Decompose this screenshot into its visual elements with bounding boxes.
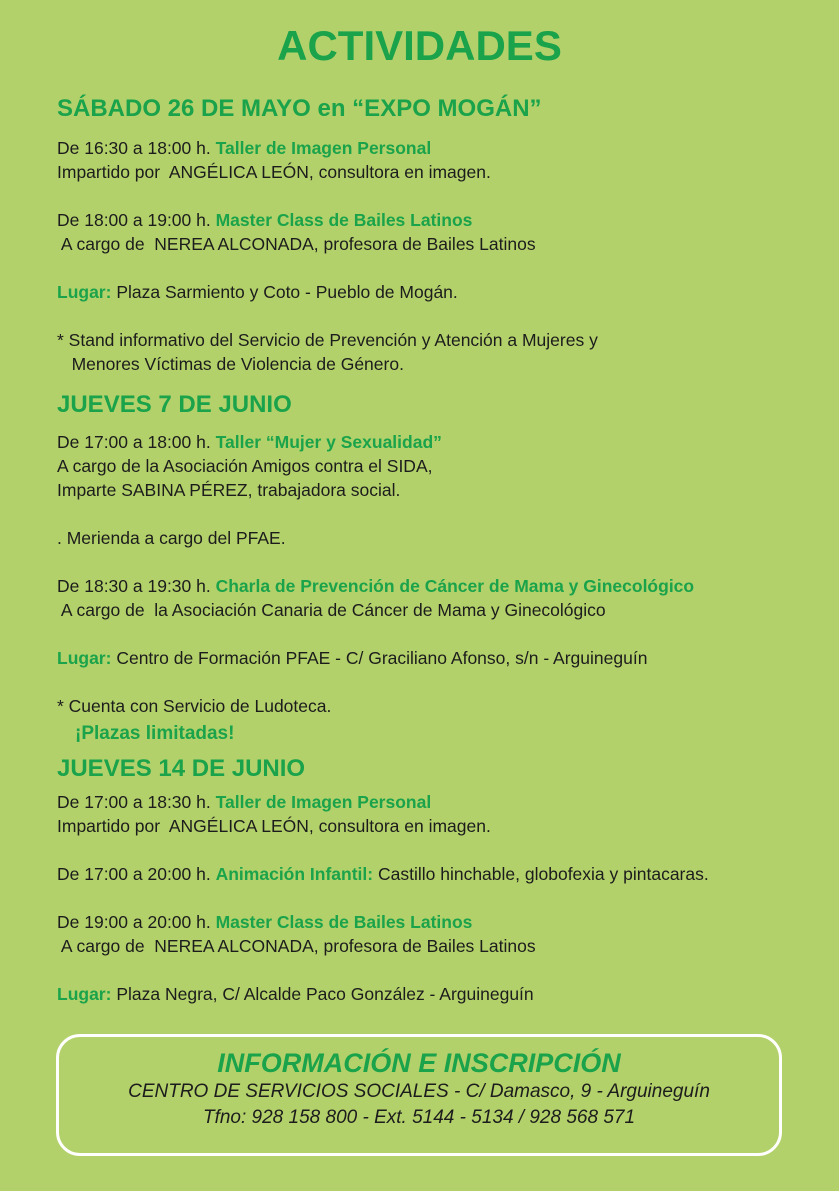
activity-time: De 17:00 a 18:30 h.	[57, 792, 211, 812]
activity-time: De 18:00 a 19:00 h.	[57, 210, 211, 230]
note-line: * Cuenta con Servicio de Ludoteca.	[57, 696, 332, 716]
activity-time-line	[57, 136, 832, 160]
lugar-line	[57, 646, 832, 670]
note-line: * Stand informativo del Servicio de Prevención y Atención a Mujeres y	[57, 330, 598, 350]
info-box	[56, 1034, 782, 1156]
lugar-label: Lugar:	[57, 282, 112, 302]
activity-detail: A cargo de la Asociación Canaria de Cáncer de Mama y Ginecológico	[57, 600, 606, 620]
activity-name: Charla de Prevención de Cáncer de Mama y Ginecológico	[215, 576, 695, 596]
lugar-label: Lugar:	[57, 984, 112, 1004]
section-heading-jueves-7-junio: JUEVES 7 DE JUNIO	[57, 391, 292, 418]
activity-time: De 17:00 a 20:00 h.	[57, 864, 211, 884]
activity-detail: A cargo de NEREA ALCONADA, profesora de Bailes Latinos	[57, 234, 536, 254]
info-address: CENTRO DE SERVICIOS SOCIALES - C/ Damasco, 9 - Arguineguín	[128, 1081, 710, 1102]
lugar-line	[57, 982, 832, 1006]
activity-time-line	[57, 208, 832, 232]
info-title: INFORMACIÓN E INSCRIPCIÓN	[217, 1048, 621, 1078]
activity-name: Master Class de Bailes Latinos	[215, 210, 473, 230]
activity-detail: A cargo de la Asociación Amigos contra el SIDA,	[57, 456, 433, 476]
note-line: Menores Víctimas de Violencia de Género.	[57, 354, 404, 374]
activity-name: Master Class de Bailes Latinos	[215, 912, 473, 932]
activity-name: Taller de Imagen Personal	[215, 138, 432, 158]
activity-inline-detail: Castillo hinchable, globofexia y pintacaras.	[377, 864, 709, 884]
activity-time-line	[57, 910, 832, 934]
activity-name: Animación Infantil:	[215, 864, 374, 884]
activity-time: De 16:30 a 18:00 h.	[57, 138, 211, 158]
activity-detail: Impartido por ANGÉLICA LEÓN, consultora en imagen.	[57, 816, 491, 836]
section-heading-jueves-14-junio: JUEVES 14 DE JUNIO	[57, 755, 306, 782]
activity-time-line	[57, 862, 832, 886]
activity-time-line	[57, 790, 832, 814]
activity-detail: Impartido por ANGÉLICA LEÓN, consultora en imagen.	[57, 162, 491, 182]
activity-name: Taller de Imagen Personal	[215, 792, 432, 812]
activity-detail: A cargo de NEREA ALCONADA, profesora de Bailes Latinos	[57, 936, 536, 956]
section-heading-sabado-26-mayo: SÁBADO 26 DE MAYO en “EXPO MOGÁN”	[57, 95, 542, 122]
lugar-value: Plaza Negra, C/ Alcalde Paco González - Arguineguín	[116, 984, 534, 1004]
info-phone: Tfno: 928 158 800 - Ext. 5144 - 5134 / 928 568 571	[202, 1107, 636, 1128]
merienda-line: . Merienda a cargo del PFAE.	[57, 528, 286, 548]
lugar-line	[57, 280, 832, 304]
lugar-value: Centro de Formación PFAE - C/ Graciliano Afonso, s/n - Arguineguín	[116, 648, 648, 668]
page-title: ACTIVIDADES	[277, 22, 562, 69]
lugar-value: Plaza Sarmiento y Coto - Pueblo de Mogán.	[116, 282, 458, 302]
activity-time: De 18:30 a 19:30 h.	[57, 576, 211, 596]
activity-time: De 19:00 a 20:00 h.	[57, 912, 211, 932]
activity-time-line	[57, 430, 832, 454]
activity-time-line	[57, 574, 832, 598]
activity-name: Taller “Mujer y Sexualidad”	[215, 432, 442, 452]
plazas-limitadas: ¡Plazas limitadas!	[75, 723, 235, 744]
lugar-label: Lugar:	[57, 648, 112, 668]
activity-detail: Imparte SABINA PÉREZ, trabajadora social.	[57, 480, 401, 500]
activities-list	[57, 94, 832, 1006]
activity-time: De 17:00 a 18:00 h.	[57, 432, 211, 452]
